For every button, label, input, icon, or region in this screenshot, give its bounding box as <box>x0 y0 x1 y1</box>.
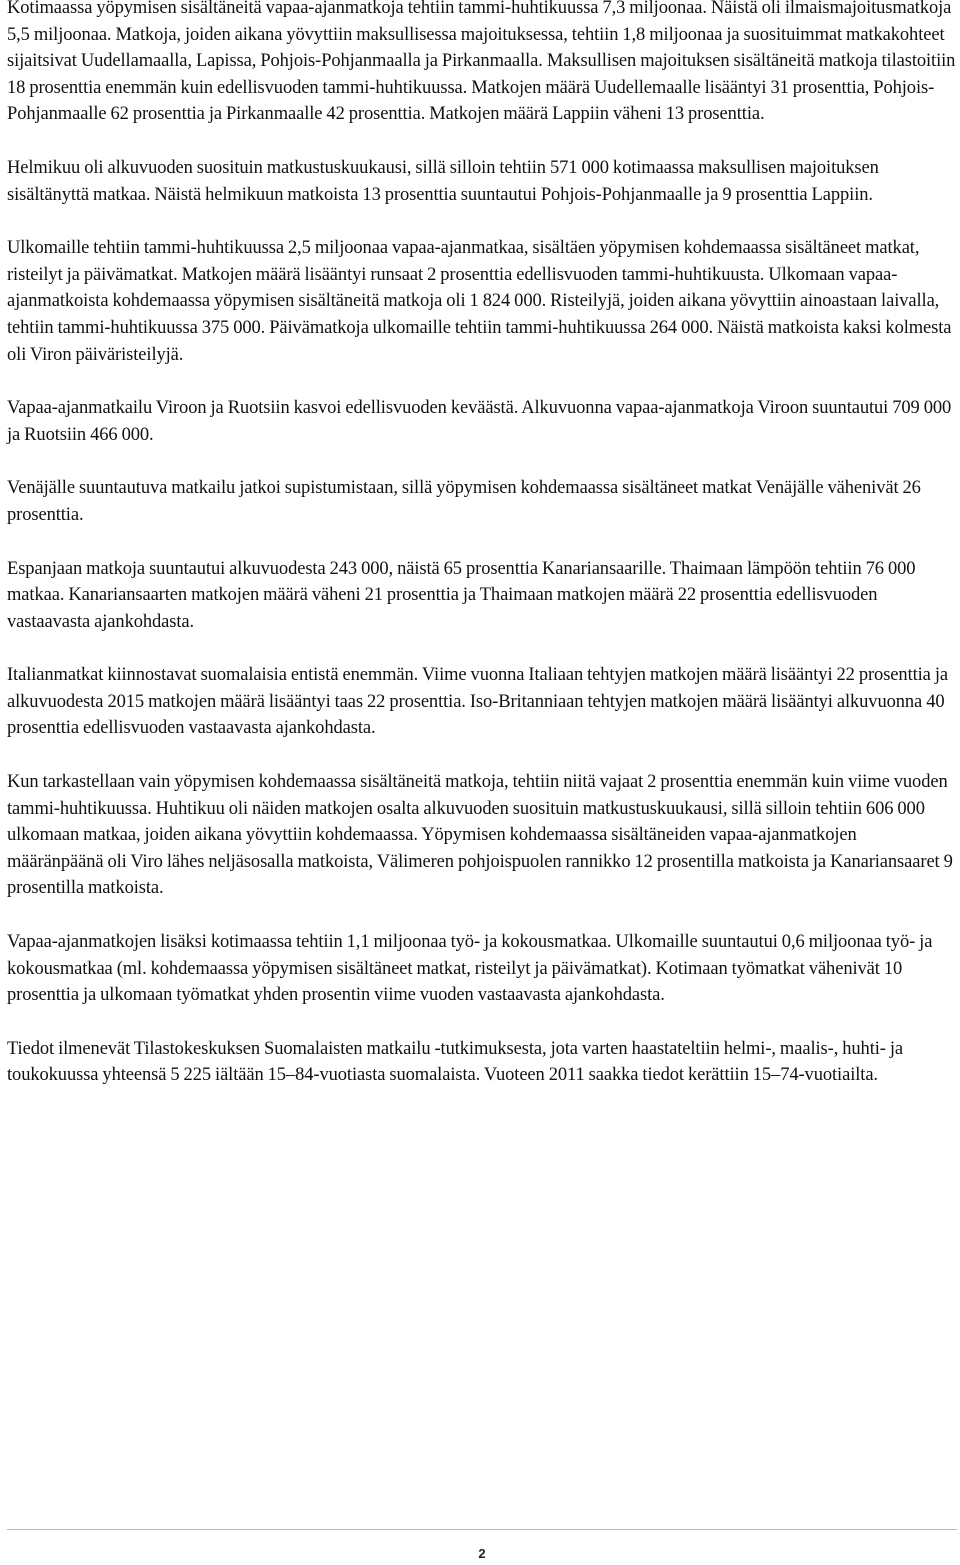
paragraph-italy-britain: Italianmatkat kiinnostavat suomalaisia entistä enemmän. Viime vuonna Italiaan tehtyjen matkojen määrä lisääntyi 22 prosenttia ja alkuvuodesta 2015 matkojen määrä lisääntyi taas 22 prosenttia. Iso-Britanniaan tehtyjen matkojen määrä lisääntyi alkuvuonna 40 prosenttia edellisvuoden vastaavasta ajankohdasta. <box>7 665 948 739</box>
paragraph-russia: Venäjälle suuntautuva matkailu jatkoi supistumistaan, sillä yöpymisen kohdemaassa sisältäneet matkat Venäjälle vähenivät 26 prosenttia. <box>7 478 921 525</box>
paragraph-business-travel: Vapaa-ajanmatkojen lisäksi kotimaassa tehtiin 1,1 miljoonaa työ- ja kokousmatkaa. Ulkomaille suuntautui 0,6 miljoonaa työ- ja kokousmatkaa (ml. kohdemaassa yöpymisen sisältäneet matkat, risteilyt ja päivämatkat). Kotimaan työmatkat vähenivät 10 prosenttia ja ulkomaan työmatkat yhden prosentin viime vuoden vastaavasta ajankohdasta. <box>7 932 933 1006</box>
paragraph-estonia-sweden: Vapaa-ajanmatkailu Viroon ja Ruotsiin kasvoi edellisvuoden keväästä. Alkuvuonna vapaa-ajanmatkoja Viroon suuntautui 709 000 ja Ruotsiin 466 000. <box>7 398 952 445</box>
paragraph-data-source: Tiedot ilmenevät Tilastokeskuksen Suomalaisten matkailu -tutkimuksesta, jota varten haastateltiin helmi-, maalis-, huhti- ja toukokuussa yhteensä 5 225 iältään 15–84-vuotiasta suomalaista. Vuoteen 2011 saakka tiedot kerättiin 15–74-vuotiailta. <box>7 1038 904 1086</box>
document-page <box>7 0 957 1116</box>
paragraph-february-travel: Helmikuu oli alkuvuoden suosituin matkustuskuukausi, sillä silloin tehtiin 571 000 kotimaassa maksullisen majoituksen sisältänyttä matkaa. Näistä helmikuun matkoista 13 prosenttia suuntautui Pohjois-Pohjanmaalle ja 9 prosenttia Lappiin. <box>7 157 879 205</box>
paragraph-domestic-travel: Kotimaassa yöpymisen sisältäneitä vapaa-ajanmatkoja tehtiin tammi-huhtikuussa 7,3 miljoonaa. Näistä oli ilmaismajoitusmatkoja 5,5 miljoonaa. Matkoja, joiden aikana yövyttiin maksullisessa majoituksessa, tehtiin 1,8 miljoonaa ja suosituimmat matkakohteet sijaitsivat Uudellamaalla, Lapissa, Pohjois-Pohjanmaalla ja Pirkanmaalla. Maksullisen majoituksen sisältäneitä matkoja tilastoitiin 18 prosenttia enemmän kuin edellisvuoden tammi-huhtikuussa. Matkojen määrä Uudellemaalle lisääntyi 31 prosenttia, Pohjois-Pohjanmaalle 62 prosenttia ja Pirkanmaalle 42 prosenttia. Matkojen määrä Lappiin väheni 13 prosenttia. <box>7 0 956 125</box>
paragraph-overnight-abroad: Kun tarkastellaan vain yöpymisen kohdemaassa sisältäneitä matkoja, tehtiin niitä vajaat 2 prosenttia enemmän kuin viime vuoden tammi-huhtikuussa. Huhtikuu oli näiden matkojen osalta alkuvuoden suosituin matkustuskuukausi, sillä silloin tehtiin 606 000 ulkomaan matkaa, joiden aikana yövyttiin kohdemaassa. Yöpymisen kohdemaassa sisältäneiden vapaa-ajanmatkojen määränpäänä oli Viro lähes neljäsosalla matkoista, Välimeren pohjoispuolen rannikko 12 prosentilla matkoista ja Kanariansaaret 9 prosentilla matkoista. <box>7 772 953 899</box>
paragraph-spain-thailand: Espanjaan matkoja suuntautui alkuvuodesta 243 000, näistä 65 prosenttia Kanariansaarille. Thaimaan lämpöön tehtiin 76 000 matkaa. Kanariansaarten matkojen määrä väheni 21 prosenttia ja Thaimaan matkojen määrä 22 prosenttia edellisvuoden vastaavasta ajankohdasta. <box>7 558 916 632</box>
footer-divider <box>7 1529 957 1530</box>
paragraph-foreign-travel: Ulkomaille tehtiin tammi-huhtikuussa 2,5 miljoonaa vapaa-ajanmatkaa, sisältäen yöpymisen kohdemaassa sisältäneet matkat, risteilyt ja päivämatkat. Matkojen määrä lisääntyi runsaat 2 prosenttia edellisvuoden tammi-huhtikuusta. Ulkomaan vapaa-ajanmatkoista kohdemaassa yöpymisen sisältäneitä matkoja oli 1 824 000. Risteilyjä, joiden aikana yövyttiin ainoastaan laivalla, tehtiin tammi-huhtikuussa 375 000. Päivämatkoja ulkomaille tehtiin tammi-huhtikuussa 264 000. Näistä matkoista kaksi kolmesta oli Viron päiväristeilyjä. <box>7 238 952 365</box>
page-number: 2 <box>478 1546 486 1561</box>
